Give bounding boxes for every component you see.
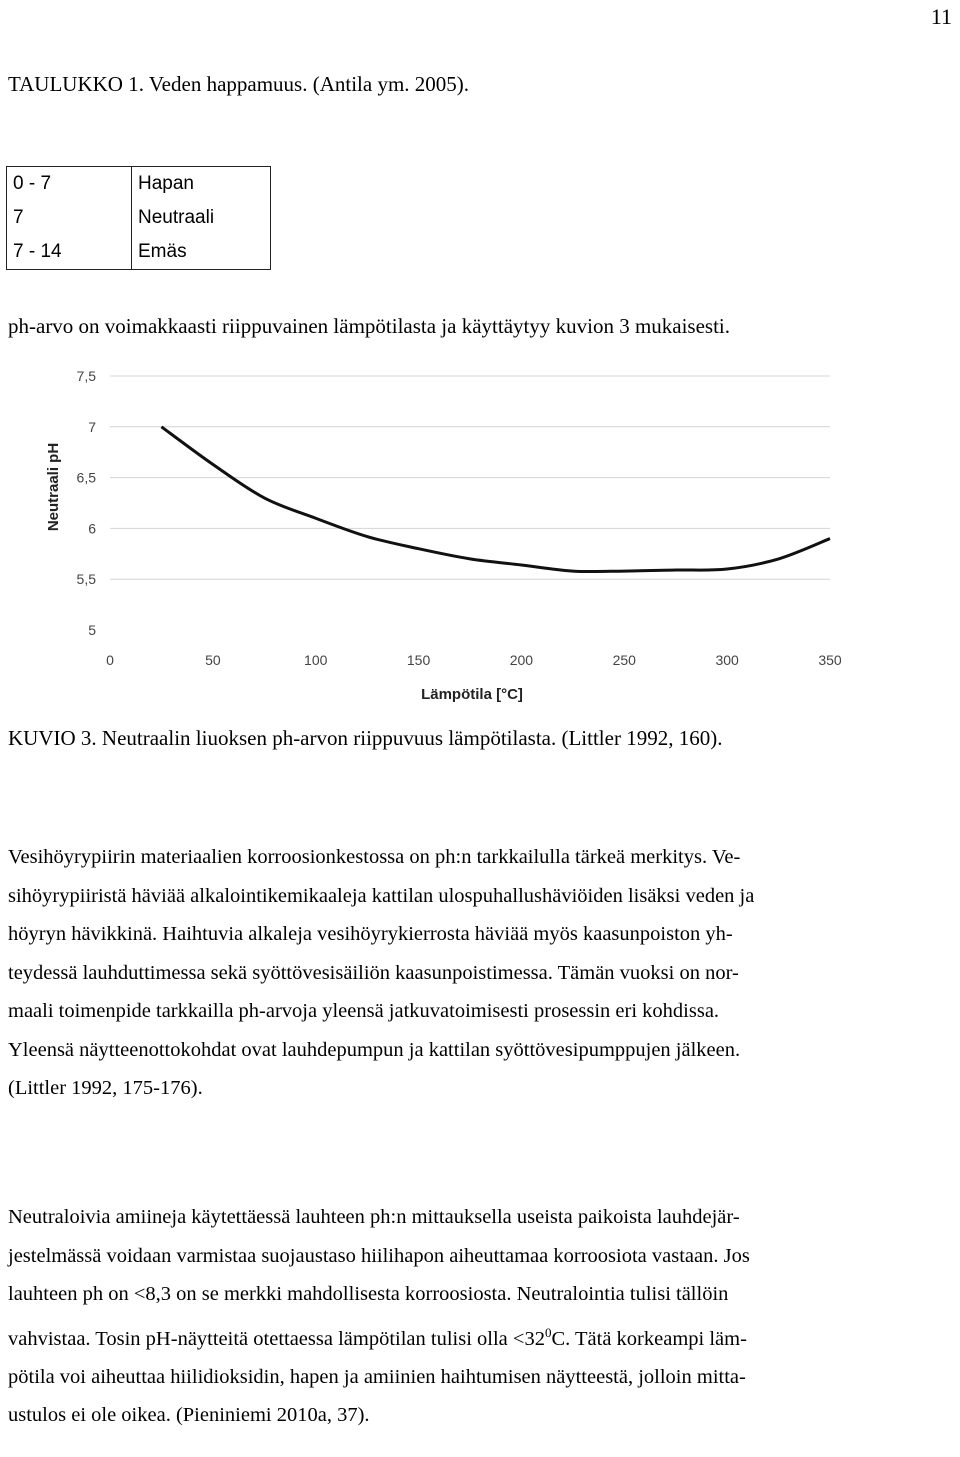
superscript: 0 <box>544 1324 552 1340</box>
chart-y-tick-label: 5,5 <box>76 571 96 588</box>
page-number: 11 <box>930 4 952 29</box>
text-line: höyryn hävikkinä. Haihtuvia alkaleja vesihöyrykierrosta häviää myös kaasunpoiston yh- <box>8 923 733 945</box>
chart-x-tick-label: 100 <box>304 652 328 668</box>
figure-caption: KUVIO 3. Neutraalin liuoksen ph-arvon riippuvuus lämpötilasta. (Littler 1992, 160). <box>8 726 723 750</box>
text-line: sihöyrypiiristä häviää alkalointikemikaaleja kattilan ulospuhallushäviöiden lisäksi veden ja <box>8 884 755 907</box>
paragraph-1 <box>8 838 956 1108</box>
table-cell-range: 7 <box>7 201 132 235</box>
text-line: maali toimenpide tarkkailla ph-arvoja yleensä jatkuvatoimisesti prosessin eri kohdissa. <box>8 1000 720 1022</box>
intro-text: ph-arvo on voimakkaasti riippuvainen lämpötilasta ja käyttäytyy kuvion 3 mukaisesti. <box>8 314 731 338</box>
chart-x-tick-label: 350 <box>818 652 842 668</box>
table-cell-range: 7 - 14 <box>7 235 132 270</box>
table-cell-range: 0 - 7 <box>7 167 132 202</box>
ph-table <box>6 166 271 270</box>
table-row <box>7 201 271 235</box>
text-line: Yleensä näytteenottokohdat ovat lauhdepumpun ja kattilan syöttövesipumppujen jälkeen. <box>8 1038 741 1061</box>
text-line: jestelmässä voidaan varmistaa suojaustaso hiilihapon aiheuttamaa korroosiota vastaan. Jos <box>8 1244 750 1267</box>
text-line: ustulos ei ole oikea. (Pieniniemi 2010a, 37). <box>8 1404 370 1427</box>
text-line <box>8 1314 956 1358</box>
table-row <box>7 235 271 270</box>
text-line: teydessä lauhduttimessa sekä syöttövesisäiliön kaasunpoistimessa. Tämän vuoksi on nor- <box>8 961 739 984</box>
table-caption: TAULUKKO 1. Veden happamuus. (Antila ym. 2005). <box>8 72 470 96</box>
table-cell-label: Emäs <box>132 235 271 270</box>
text-line: lauhteen ph on <8,3 on se merkki mahdollisesta korroosiosta. Neutralointia tulisi tällöin <box>8 1283 729 1305</box>
chart-x-tick-label: 250 <box>612 652 636 668</box>
chart-y-axis-label: Neutraali pH <box>45 442 62 532</box>
paragraph-2 <box>8 1198 956 1435</box>
chart-y-tick-label: 7,5 <box>76 368 96 384</box>
chart-y-tick-label: 6,5 <box>76 469 96 486</box>
text-segment: vahvistaa. Tosin pH-näytteitä otettaessa lämpötilan tulisi olla <32 <box>8 1327 545 1350</box>
text-line: Neutraloivia amiineja käytettäessä lauhteen ph:n mittauksella useista paikoista lauhdejär- <box>8 1206 740 1228</box>
ph-temperature-chart <box>30 362 860 718</box>
text-line: pötila voi aiheuttaa hiilidioksidin, hapen ja amiinien haihtumisen näytteestä, jolloin mitta- <box>8 1365 746 1388</box>
chart-y-tick-label: 6 <box>88 520 96 537</box>
text-segment: C. Tätä korkeampi läm- <box>551 1327 747 1350</box>
chart-y-tick-label: 5 <box>88 622 96 638</box>
table-cell-label: Hapan <box>132 167 271 202</box>
chart-x-tick-label: 200 <box>509 652 534 668</box>
chart-x-tick-label: 300 <box>715 652 739 668</box>
table-cell-label: Neutraali <box>132 201 271 235</box>
chart-x-tick-label: 0 <box>106 652 114 668</box>
chart-x-axis-label: Lämpötila [°C] <box>421 686 523 703</box>
chart-y-tick-label: 7 <box>88 418 96 435</box>
chart-x-tick-label: 150 <box>406 652 431 668</box>
chart-x-tick-label: 50 <box>205 652 221 668</box>
text-line: (Littler 1992, 175-176). <box>8 1077 203 1099</box>
text-line: Vesihöyrypiirin materiaalien korroosionkestossa on ph:n tarkkailulla tärkeä merkitys. Ve- <box>8 846 741 868</box>
chart-series-line <box>161 427 830 572</box>
table-row <box>7 167 271 202</box>
